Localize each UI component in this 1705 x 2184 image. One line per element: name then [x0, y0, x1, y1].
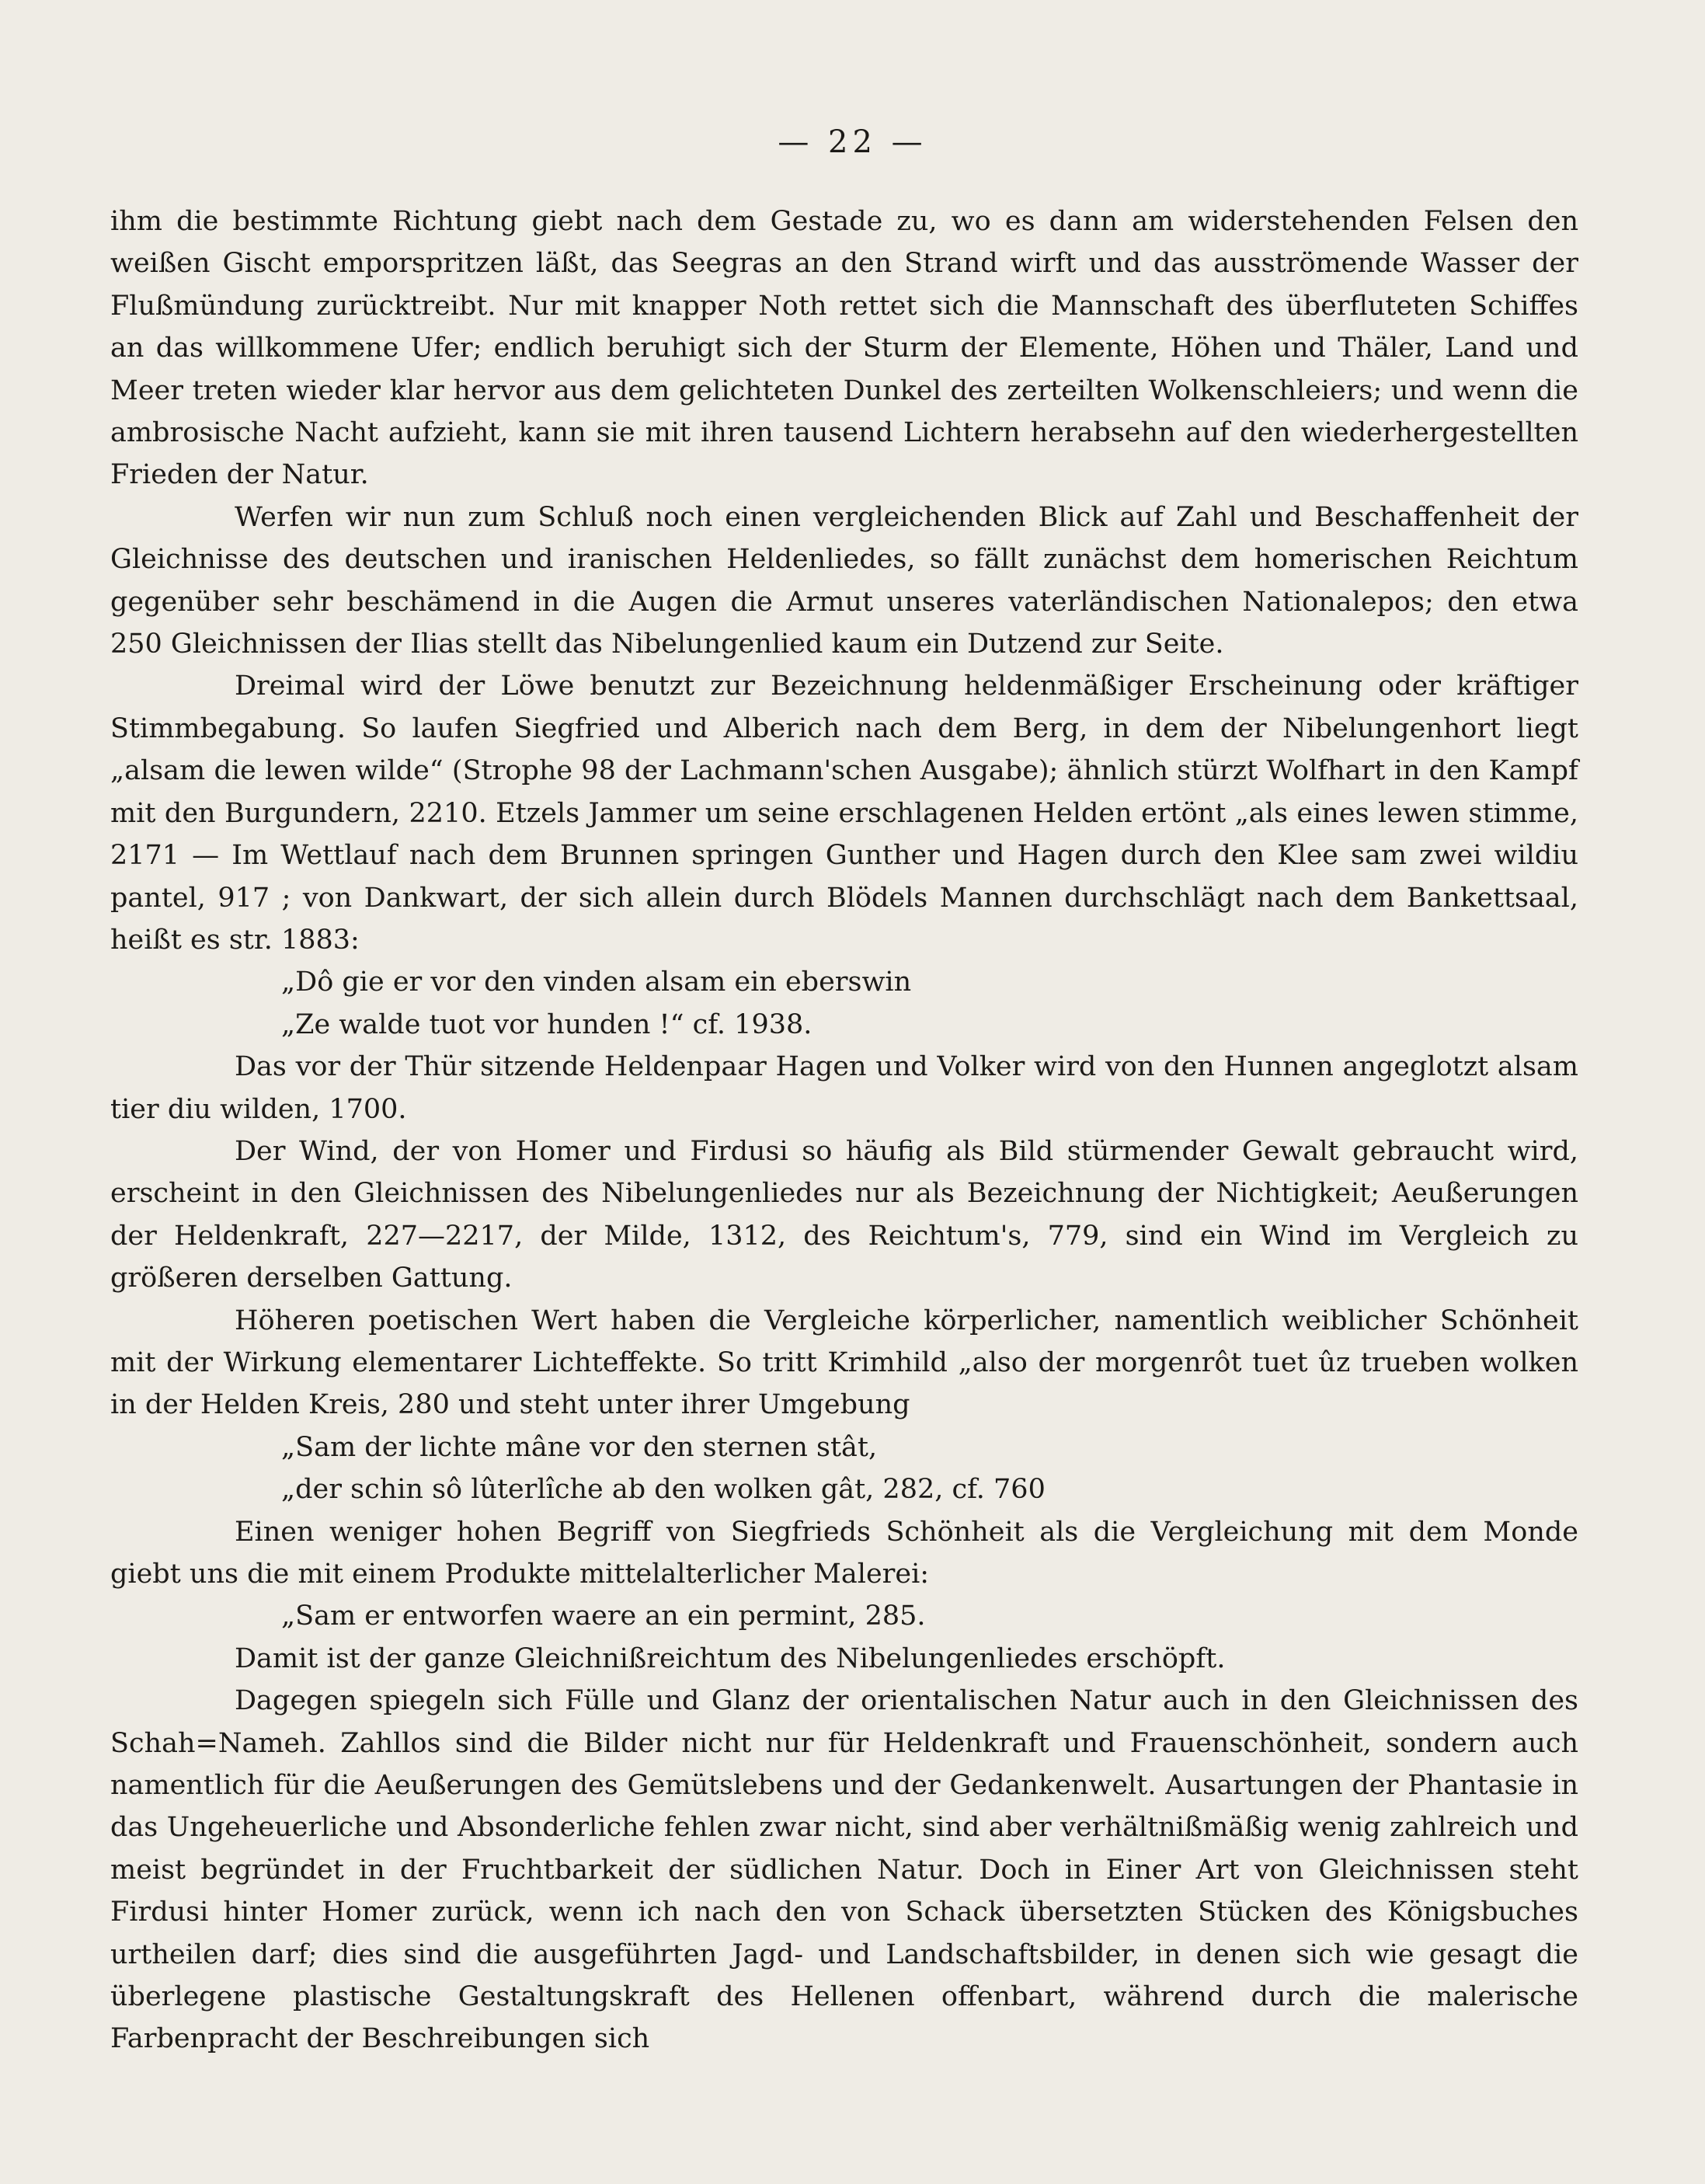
verse-quote: „Dô gie er vor den vinden alsam ein eberswin — [281, 967, 912, 998]
paragraph: Dreimal wird der Löwe benutzt zur Bezeichnung heldenmäßiger Erscheinung oder kräftiger Stimmbegabung. So laufen Siegfried und Alberich nach dem Berg, in dem der Nibelungenhort liegt „alsam die lewen wilde“ (Strophe 98 der Lachmann'schen Ausgabe); ähnlich stürzt Wolfhart in den Kampf mit den Burgundern, 2210. Etzels Jammer um seine erschlagenen Helden ertönt „als eines lewen stimme, 2171 — Im Wettlauf nach dem Brunnen springen Gunther und Hagen durch den Klee sam zwei wildiu pantel, 917 ; von Dankwart, der sich allein durch Blödels Mannen durchschlägt nach dem Bankettsaal, heißt es str. 1883: — [110, 671, 1578, 956]
paragraph: Dagegen spiegeln sich Fülle und Glanz der orientalischen Natur auch in den Gleichnissen des Schah=Nameh. Zahllos sind die Bilder nicht nur für Heldenkraft und Frauenschönheit, sondern auch namentlich für die Aeußerungen des Gemütslebens und der Gedankenwelt. Ausartungen der Phantasie in das Ungeheuerliche und Absonderliche fehlen zwar nicht, sind aber verhältnißmäßig wenig zahlreich und meist begründet in der Fruchtbarkeit der südlichen Natur. Doch in Einer Art von Gleichnissen steht Firdusi hinter Homer zurück, wenn ich nach den von Schack übersetzten Stücken des Königsbuches urtheilen darf; dies sind die ausgeführten Jagd- und Landschaftsbilder, in denen sich wie gesagt die überlegene plastische Gestaltungskraft des Hellenen offenbart, während durch die malerische Farbenpracht der Beschreibungen sich — [110, 1685, 1578, 2055]
verse-quote: „Sam der lichte mâne vor den sternen stât, — [281, 1431, 878, 1463]
verse-quote: „der schin sô lûterlîche ab den wolken gât, 282, cf. 760 — [281, 1474, 1046, 1506]
page-number: — 22 — — [778, 124, 927, 160]
paragraph: Das vor der Thür sitzende Heldenpaar Hagen und Volker wird von den Hunnen angeglotzt alsam tier diu wilden, 1700. — [110, 1051, 1578, 1125]
verse-quote: „Sam er entworfen waere an ein permint, 285. — [281, 1601, 926, 1632]
paragraph: Einen weniger hohen Begriff von Siegfrieds Schönheit als die Vergleichung mit dem Monde giebt uns die mit einem Produkte mittelalterlicher Malerei: — [110, 1516, 1578, 1590]
paragraph: ihm die bestimmte Richtung giebt nach dem Gestade zu, wo es dann am widerstehenden Felsen den weißen Gischt emporspritzen läßt, das Seegras an den Strand wirft und das ausströmende Wasser der Flußmündung zurücktreibt. Nur mit knapper Noth rettet sich die Mannschaft des überfluteten Schiffes an das willkommene Ufer; endlich beruhigt sich der Sturm der Elemente, Höhen und Thäler, Land und Meer treten wieder klar hervor aus dem gelichteten Dunkel des zerteilten Wolkenschleiers; und wenn die ambrosische Nacht aufzieht, kann sie mit ihren tausend Lichtern herabsehn auf den wiederhergestellten Frieden der Natur. — [110, 206, 1578, 491]
paragraph: Höheren poetischen Wert haben die Vergleiche körperlicher, namentlich weiblicher Schönheit mit der Wirkung elementarer Lichteffekte. So tritt Krimhild „also der morgenrôt tuet ûz trueben wolken in der Helden Kreis, 280 und steht unter ihrer Umgebung — [110, 1304, 1578, 1421]
paragraph: Damit ist der ganze Gleichnißreichtum des Nibelungenliedes erschöpft. — [235, 1642, 1226, 1674]
body-text — [110, 200, 1578, 2060]
paragraph: Der Wind, der von Homer und Firdusi so häufig als Bild stürmender Gewalt gebraucht wird, erscheint in den Gleichnissen des Nibelungenliedes nur als Bezeichnung der Nichtigkeit; Aeußerungen der Heldenkraft, 227—2217, der Milde, 1312, des Reichtum's, 779, sind ein Wind im Vergleich zu größeren derselben Gattung. — [110, 1135, 1578, 1294]
paragraph: Werfen wir nun zum Schluß noch einen vergleichenden Blick auf Zahl und Beschaffenheit der Gleichnisse des deutschen und iranischen Heldenliedes, so fällt zunächst dem homerischen Reichtum gegenüber sehr beschämend in die Augen die Armut unseres vaterländischen Nationalepos; den etwa 250 Gleichnissen der Ilias stellt das Nibelungenlied kaum ein Dutzend zur Seite. — [110, 501, 1578, 660]
verse-quote: „Ze walde tuot vor hunden !“ cf. 1938. — [281, 1008, 812, 1040]
